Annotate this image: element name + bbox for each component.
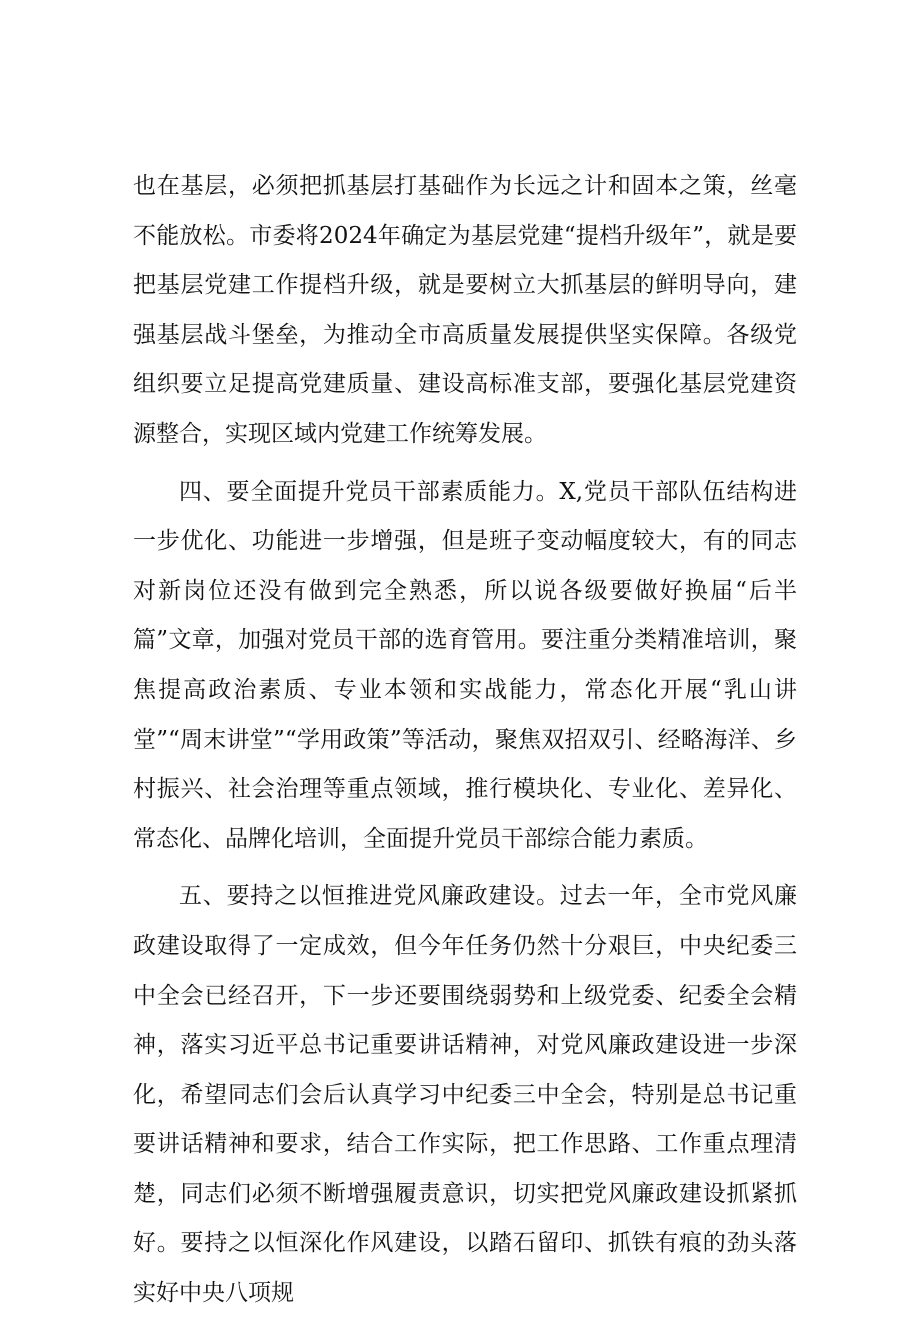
document-page	[133, 162, 797, 1319]
paragraph-section-five-integrity-building: 五、要持之以恒推进党风廉政建设。过去一年，全市党风廉政建设取得了一定成效，但今年任务仍然十分艰巨，中央纪委三中全会已经召开，下一步还要围绕弱势和上级党委、纪委全会精神，落实习近平总书记重要讲话精神，对党风廉政建设进一步深化，希望同志们会后认真学习中纪委三中全会，特别是总书记重要讲话精神和要求，结合工作实际，把工作思路、工作重点理清楚，同志们必须不断增强履责意识，切实把党风廉政建设抓紧抓好。要持之以恒深化作风建设，以踏石留印、抓铁有痕的劲头落实好中央八项规	[133, 883, 797, 1307]
paragraph-grassroots-party-building: 也在基层，必须把抓基层打基础作为长远之计和固本之策，丝毫不能放松。市委将2024年确定为基层党建“提档升级年”，就是要把基层党建工作提档升级，就是要树立大抓基层的鲜明导向，建强基层战斗堡垒，为推动全市高质量发展提供坚实保障。各级党组织要立足提高党建质量、建设高标准支部，要强化基层党建资源整合，实现区域内党建工作统筹发展。	[133, 173, 797, 447]
paragraph-section-four-cadre-capability: 四、要全面提升党员干部素质能力。X,党员干部队伍结构进一步优化、功能进一步增强，但是班子变动幅度较大，有的同志对新岗位还没有做到完全熟悉，所以说各级要做好换届“后半篇”文章，加强对党员干部的选育管用。要注重分类精准培训，聚焦提高政治素质、专业本领和实战能力，常态化开展“乳山讲堂”“周末讲堂”“学用政策”等活动，聚焦双招双引、经略海洋、乡村振兴、社会治理等重点领域，推行模块化、专业化、差异化、常态化、品牌化培训，全面提升党员干部综合能力素质。	[133, 478, 797, 852]
